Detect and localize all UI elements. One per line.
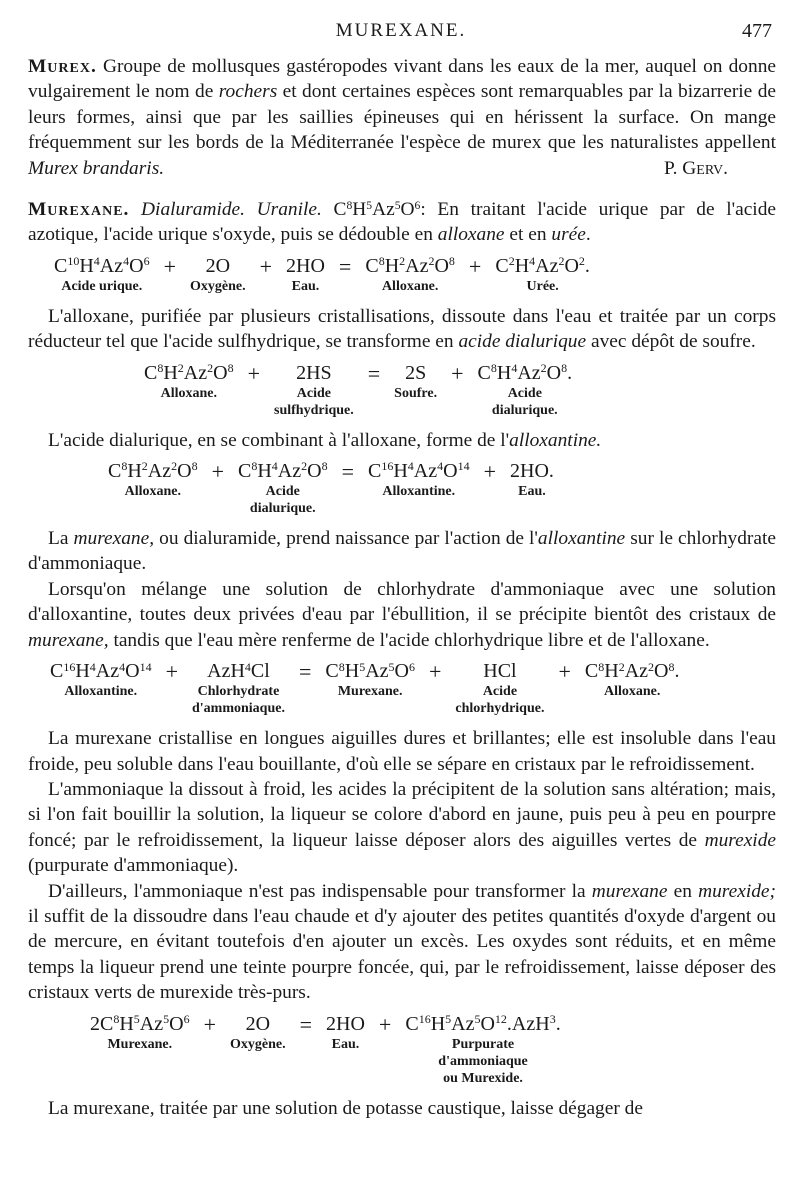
eq1-term-uree: $C^2H^4Az^2O^2$. Urée.	[495, 254, 590, 294]
eq5-equals: =	[299, 1011, 313, 1037]
eq1-term-oxygene: 2O Oxygène.	[190, 254, 246, 294]
murexane-formula: $C^8H^5Az^5O^6$:	[321, 198, 426, 221]
eq2-plus: +	[247, 360, 260, 386]
eq4-plus: +	[558, 659, 571, 685]
eq4-term-alloxantine: $C^{16}H^4Az^4O^{14}$ Alloxantine.	[50, 659, 152, 700]
eq4-term-alloxane: $C^8H^2Az^2O^8$. Alloxane.	[584, 659, 680, 700]
eq3-plus: +	[211, 459, 224, 485]
equation-3	[108, 460, 776, 517]
eq5-term-murexane: $2C^8H^5Az^5O^6$ Murexane.	[90, 1011, 190, 1052]
eq4-term-hcl: HCl Acide chlorhydrique.	[455, 660, 545, 717]
eq5-plus: +	[378, 1011, 392, 1037]
entry-head-murex: Murex.	[28, 56, 97, 77]
entry-signature: P. Gerv.	[663, 157, 728, 179]
paragraph-naissance: La murexane, ou dialuramide, prend naissance par l'action de l'alloxantine sur le chlorhydrate d'ammoniaque.	[28, 528, 776, 575]
equation-1	[54, 255, 776, 295]
eq5-term-oxygene: 2O Oxygène.	[230, 1012, 286, 1052]
eq4-plus: +	[428, 659, 442, 685]
running-header	[30, 20, 772, 48]
paragraph-alloxane: L'alloxane, purifiée par plusieurs cristallisations, dissoute dans l'eau et traitée par un corps réducteur tel que l'acide sulfhydrique, se transforme en acide dialurique avec dépôt de soufre.	[28, 305, 776, 353]
eq2-equals: =	[367, 360, 381, 386]
eq3-plus: +	[483, 459, 496, 485]
paragraph-ammoniaque: L'ammoniaque la dissout à froid, les acides la précipitent de la solution sans altération; mais, si l'on fait bouillir la solution, la liqueur se colore d'abord en jaune, puis peu à peu en pourpre foncé; par le refroidissement, la liqueur laisse déposer alors des aiguilles vertes de murexide (purpurate d'ammoniaque).	[28, 778, 776, 877]
eq3-term-alloxantine: $C^{16}H^4Az^4O^{14}$ Alloxantine.	[368, 459, 470, 500]
eq2-term-soufre: 2S Soufre.	[394, 361, 438, 401]
eq5-term-purpurate: $C^{16}H^5Az^5O^{12}.AzH^3$. Purpurate d'ammoniaque ou Murexide.	[405, 1011, 561, 1086]
eq1-formula-1: $C^{10}H^4Az^4O^6$	[54, 254, 150, 277]
eq1-plus: +	[163, 253, 176, 279]
paragraph-ailleurs: D'ailleurs, l'ammoniaque n'est pas indispensable pour transformer la murexane en murexide; il suffit de la dissoudre dans l'eau chaude et d'y ajouter des petites quantités d'oxyde d'argent ou de mercure, en évitant toutefois d'en ajouter un excès. Les oxydes sont réduits, et en même temps la liqueur prend une teinte pourpre foncée, qui, par le refroidissement, laisse déposer des cristaux verts de murexide très-purs.	[28, 880, 776, 1004]
eq2-term-acide-sulfhydrique: 2HS Acide sulfhydrique.	[274, 361, 354, 418]
equation-4	[50, 660, 776, 717]
eq1-plus: +	[259, 253, 273, 279]
entry-murexane: Murexane. Dialuramide. Uranile. $C^8H^5Az^5O^6$: En traitant l'acide urique par de l'acide azotique, l'acide urique s'oxyde, puis se dédouble en alloxane et en urée.	[28, 198, 777, 246]
eq5-term-eau: 2HO Eau.	[326, 1012, 365, 1052]
eq4-equals: =	[298, 659, 312, 685]
eq4-plus: +	[165, 659, 178, 685]
eq1-term-acide-urique: $C^{10}H^4Az^4O^6$ Acide urique.	[54, 254, 150, 294]
equation-5	[90, 1013, 776, 1087]
equation-2	[144, 362, 776, 419]
eq3-term-alloxane: $C^8H^2Az^2O^8$ Alloxane.	[108, 459, 198, 500]
entry-murex: Murex. Groupe de mollusques gastéropodes vivant dans les eaux de la mer, auquel on donne vulgairement le nom de rochers et dont certaines espèces sont remarquables par la bizarrerie de leurs formes, ainsi que par les saillies épineuses qui en hérissent la surface. On mange fréquemment sur les bords de la Méditerranée l'espèce de murex que les naturalistes appellent Murex brandaris.	[28, 56, 776, 179]
paragraph-cristallise: La murexane cristallise en longues aiguilles dures et brillantes; elle est insoluble dans l'eau froide, peu soluble dans l'eau bouillante, d'où elle se sépare en cristaux par le refroidissement.	[28, 728, 776, 775]
eq4-term-chlorhydrate: AzH$^4$Cl Chlorhydrate d'ammoniaque.	[192, 659, 285, 717]
eq3-equals: =	[341, 459, 354, 485]
eq2-term-acide-dialurique: $C^8H^4Az^2O^8$. Acide dialurique.	[477, 361, 573, 418]
entry-head-murexane: Murexane.	[28, 199, 130, 221]
eq1-equals: =	[338, 253, 352, 279]
paragraph-dialurique: L'acide dialurique, en se combinant à l'alloxane, forme de l'alloxantine.	[48, 429, 602, 451]
eq1-plus: +	[468, 253, 482, 279]
eq2-term-alloxane: $C^8H^2Az^2O^8$ Alloxane.	[144, 361, 234, 401]
page-number: 477	[742, 20, 772, 42]
eq2-plus: +	[451, 360, 464, 386]
paragraph-melange: Lorsqu'on mélange une solution de chlorhydrate d'ammoniaque avec une solution d'alloxantine, toutes deux privées d'eau par l'ébullition, il se précipite bientôt des cristaux de murexane, tandis que l'eau mère renferme de l'acide chlorhydrique libre et de l'alloxane.	[28, 578, 776, 651]
paragraph-final: La murexane, traitée par une solution de potasse caustique, laisse dégager de	[48, 1097, 643, 1119]
eq4-term-murexane: $C^8H^5Az^5O^6$ Murexane.	[325, 659, 415, 700]
eq5-plus: +	[203, 1011, 216, 1037]
eq1-term-eau: 2HO Eau.	[286, 254, 325, 294]
eq3-term-eau: 2HO. Eau.	[510, 460, 554, 500]
eq3-term-acide-dialurique: $C^8H^4Az^2O^8$ Acide dialurique.	[238, 459, 328, 517]
eq1-term-alloxane: $C^8H^2Az^2O^8$ Alloxane.	[365, 254, 455, 294]
page-content	[28, 54, 776, 1121]
header-title: MUREXANE.	[335, 20, 467, 41]
